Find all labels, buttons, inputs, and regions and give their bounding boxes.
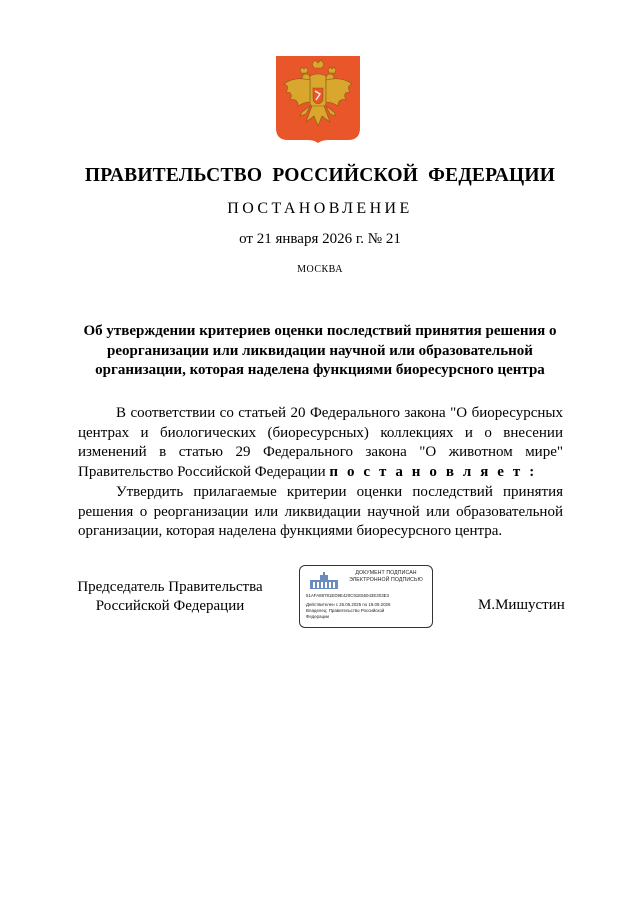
document-date-number: от 21 января 2026 г. № 21 (239, 231, 401, 247)
document-city: МОСКВА (297, 264, 343, 275)
stamp-header-line-1: ДОКУМЕНТ ПОДПИСАН (355, 570, 417, 576)
signer-title-line-2: Российской Федерации (95, 598, 245, 614)
stamp-certificate: 51AFA88781ED9E420C91E55043E303E3 (306, 593, 390, 598)
stamp-header (342, 570, 430, 584)
electronic-signature-stamp (299, 565, 433, 628)
body-paragraph-1 (78, 404, 563, 482)
body-paragraph-2: Утвердить прилагаемые критерии оценки последствий принятия решения о реорганизации или ликвидации научной или образовательной организации, которая наделена функциями биоресурсного центра. (78, 484, 563, 539)
paragraph-1-text: В соответствии со статьей 20 Федерального закона "О биоресурсных центрах и биологических (биоресурсных) коллекциях и о внесении изменений в статью 29 Федерального закона "О животном мире" Правительство Российской Федерации (78, 405, 563, 480)
stamp-validity: Действителен с 26.06.2025 по 19.09.2026 (306, 602, 391, 607)
signer-title-line-1: Председатель Правительства (77, 579, 263, 595)
document-subject: Об утверждении критериев оценки последствий принятия решения о реорганизации или ликвидации научной или образовательной организации, которая наделена функциями биоресурсного центра (83, 323, 557, 378)
government-building-icon (306, 572, 342, 590)
signer-title (70, 578, 270, 616)
decree-keyword: п о с т а н о в л я е т : (329, 463, 537, 480)
document-type: ПОСТАНОВЛЕНИЕ (227, 200, 413, 217)
government-title: ПРАВИТЕЛЬСТВО РОССИЙСКОЙ ФЕДЕРАЦИИ (84, 165, 556, 186)
signer-name: М.Мишустин (478, 597, 565, 613)
stamp-owner-line-2: Федерации (306, 614, 329, 619)
coat-of-arms-icon (276, 56, 360, 143)
stamp-header-line-2: ЭЛЕКТРОННОЙ ПОДПИСЬЮ (349, 577, 423, 583)
stamp-owner-line-1: Владелец: Правительство Российской (306, 608, 385, 613)
